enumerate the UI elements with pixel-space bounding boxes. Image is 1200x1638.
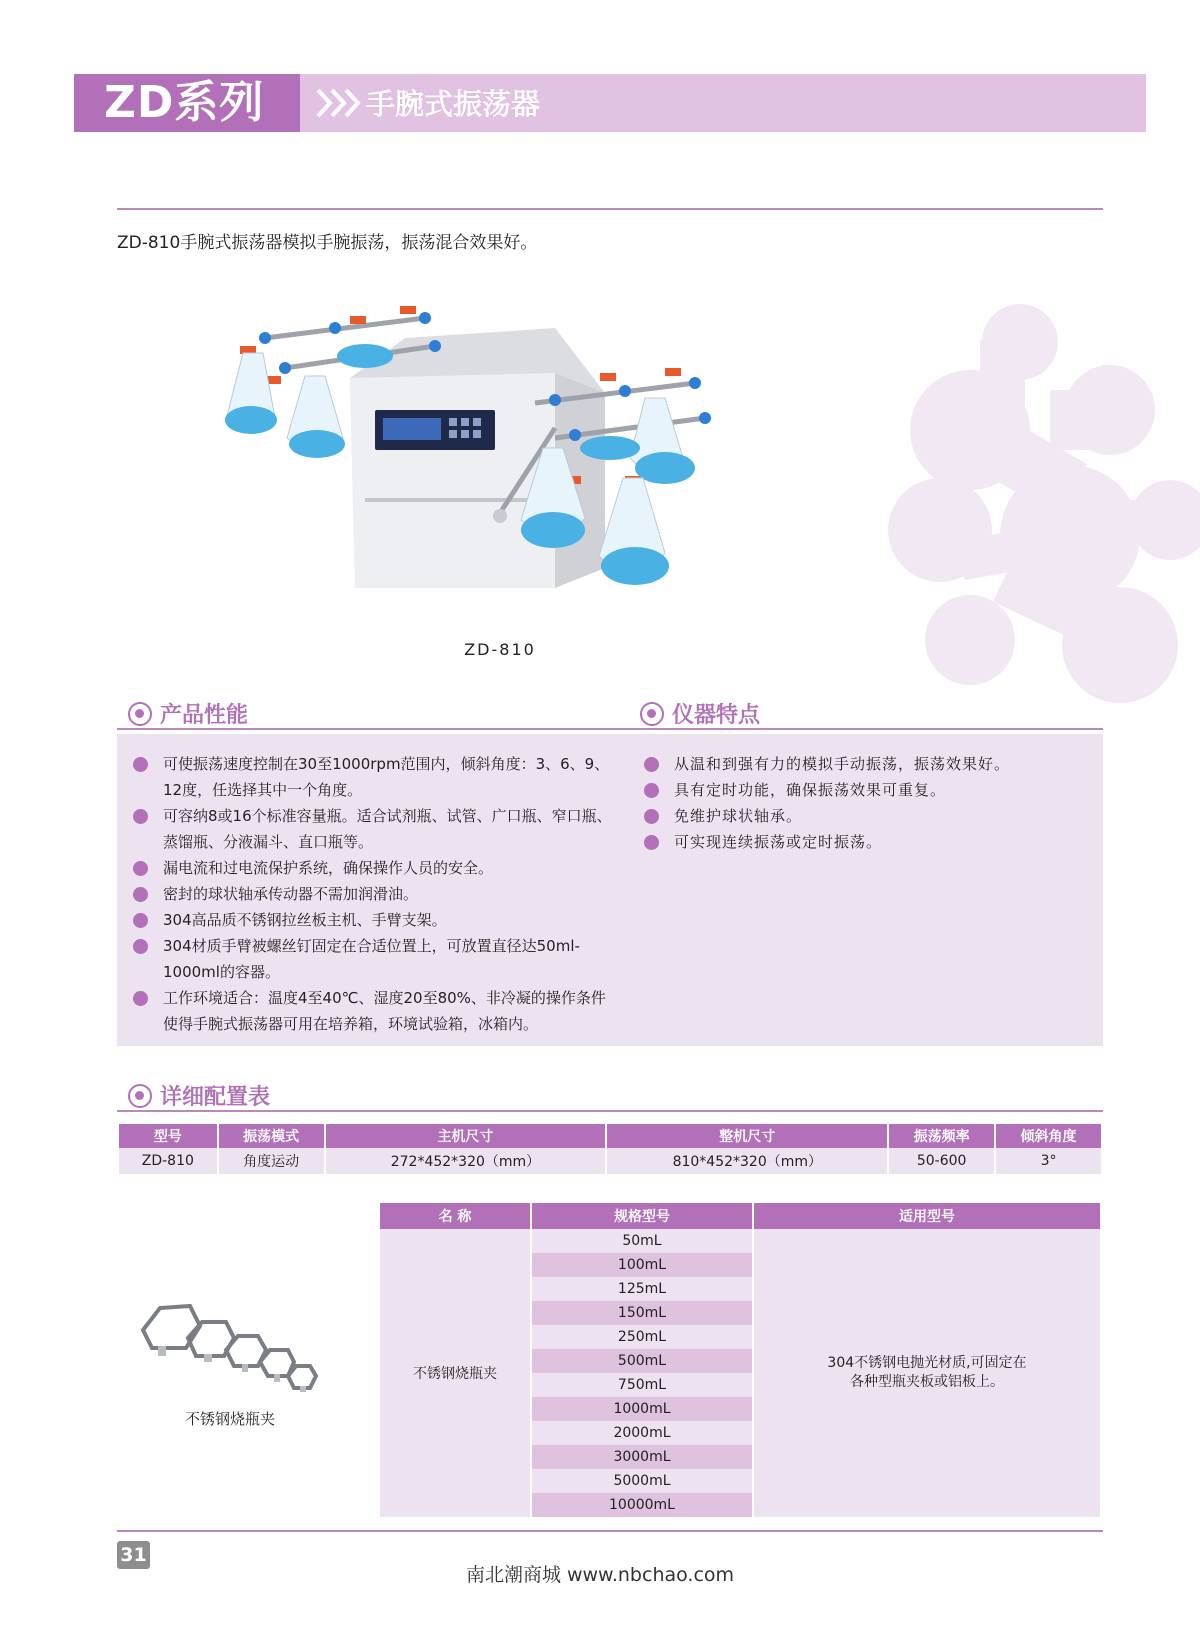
header-bar [74, 74, 1146, 132]
column-header: 规格型号 [532, 1203, 752, 1229]
fit-line: 304不锈钢电抛光材质,可固定在 [827, 1355, 1027, 1371]
column-header: 倾斜角度 [996, 1124, 1101, 1148]
spec-cell: 100mL [532, 1253, 752, 1277]
footer-text: 南北潮商城 www.nbchao.com [465, 1564, 735, 1586]
table-cell: 3° [996, 1148, 1101, 1174]
spec-cell: 750mL [532, 1373, 752, 1397]
spec-cell: 250mL [532, 1325, 752, 1349]
performance-list [133, 751, 613, 1037]
column-header: 名 称 [380, 1203, 530, 1229]
spec-cell: 3000mL [532, 1445, 752, 1469]
column-header: 适用型号 [754, 1203, 1100, 1229]
column-header: 型号 [119, 1124, 217, 1148]
list-item: 漏电流和过电流保护系统，确保操作人员的安全。 [133, 855, 613, 881]
features-list [644, 751, 1074, 855]
chevron-right-icon [314, 86, 362, 120]
divider [117, 1110, 1103, 1112]
table-header-row [119, 1124, 1101, 1148]
config-heading [128, 1080, 270, 1111]
table-cell: 角度运动 [219, 1148, 324, 1174]
table-row [380, 1229, 1100, 1253]
list-item: 工作环境适合：温度4至40℃、湿度20至80%、非冷凝的操作条件使得手腕式振荡器可用在培养箱，环境试验箱，冰箱内。 [133, 985, 613, 1037]
table-header-row [380, 1203, 1100, 1229]
table-cell: 272*452*320（mm） [326, 1148, 606, 1174]
spec-cell: 10000mL [532, 1493, 752, 1517]
spec-cell: 150mL [532, 1301, 752, 1325]
list-item: 304材质手臂被螺丝钉固定在合适位置上，可放置直径达50ml-1000ml的容器。 [133, 933, 613, 985]
table-cell: 810*452*320（mm） [607, 1148, 887, 1174]
list-item: 可容纳8或16个标准容量瓶。适合试剂瓶、试管、广口瓶、窄口瓶、蒸馏瓶、分液漏斗、直口瓶等。 [133, 803, 613, 855]
series-label: ZD系列 [74, 74, 300, 132]
header-title: 手腕式振荡器 [366, 87, 541, 121]
intro-text: ZD-810手腕式振荡器模拟手腕振荡，振荡混合效果好。 [117, 233, 538, 253]
fit-line: 各种型瓶夹板或铝板上。 [850, 1374, 1004, 1390]
accessory-name: 不锈钢烧瓶夹 [380, 1229, 530, 1517]
table-row [119, 1148, 1101, 1174]
list-item: 可使振荡速度控制在30至1000rpm范围内，倾斜角度：3、6、9、12度，任选择其中一个角度。 [133, 751, 613, 803]
spec-cell: 500mL [532, 1349, 752, 1373]
target-icon [128, 1084, 152, 1108]
features-heading [640, 698, 760, 729]
accessory-table [378, 1203, 1102, 1517]
list-item: 免维护球状轴承。 [644, 803, 1074, 829]
spec-cell: 50mL [532, 1229, 752, 1253]
flask-clamp-image [138, 1300, 328, 1400]
table-cell: 50-600 [889, 1148, 994, 1174]
column-header: 整机尺寸 [607, 1124, 887, 1148]
list-item: 密封的球状轴承传动器不需加润滑油。 [133, 881, 613, 907]
list-item: 从温和到强有力的模拟手动振荡，振荡效果好。 [644, 751, 1074, 777]
divider [117, 728, 1103, 730]
page-number: 31 [117, 1541, 150, 1569]
target-icon [640, 702, 664, 726]
target-icon [128, 702, 152, 726]
performance-heading [128, 698, 248, 729]
spec-cell: 1000mL [532, 1397, 752, 1421]
column-header: 主机尺寸 [326, 1124, 606, 1148]
column-header: 振荡频率 [889, 1124, 994, 1148]
config-title: 详细配置表 [160, 1085, 271, 1110]
column-header: 振荡模式 [219, 1124, 324, 1148]
performance-title: 产品性能 [160, 703, 249, 728]
list-item: 具有定时功能，确保振荡效果可重复。 [644, 777, 1074, 803]
product-caption: ZD-810 [464, 640, 536, 659]
list-item: 可实现连续振荡或定时振荡。 [644, 829, 1074, 855]
list-item: 304高品质不锈钢拉丝板主机、手臂支架。 [133, 907, 613, 933]
fit-description [754, 1229, 1100, 1517]
molecule-decoration-icon [870, 300, 1200, 730]
features-title: 仪器特点 [672, 703, 761, 728]
accessory-caption: 不锈钢烧瓶夹 [184, 1410, 275, 1428]
spec-cell: 125mL [532, 1277, 752, 1301]
table-cell: ZD-810 [119, 1148, 217, 1174]
divider [117, 1530, 1103, 1532]
spec-cell: 5000mL [532, 1469, 752, 1493]
divider [117, 208, 1103, 210]
config-table [117, 1124, 1103, 1174]
spec-cell: 2000mL [532, 1421, 752, 1445]
product-image [225, 298, 765, 618]
